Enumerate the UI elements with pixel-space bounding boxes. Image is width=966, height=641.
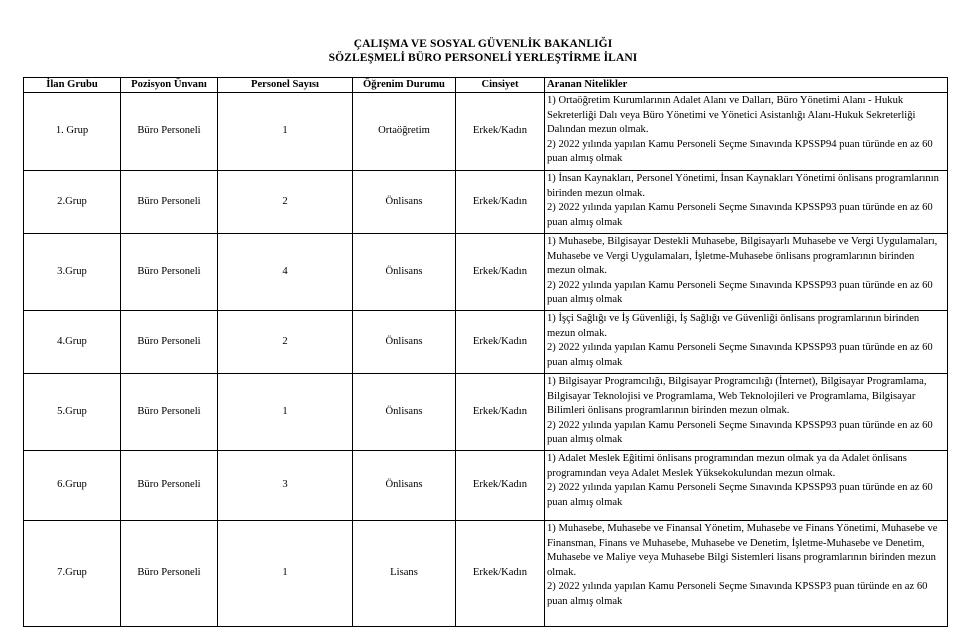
table-row: [24, 234, 948, 311]
cell-education: Önlisans: [353, 451, 456, 521]
cell-requirements: [545, 234, 948, 311]
document-header: [0, 37, 966, 65]
table-row: [24, 311, 948, 374]
cell-position: Büro Personeli: [121, 234, 218, 311]
requirement-item: 1) Adalet Meslek Eğitimi önlisans programından mezun olmak ya da Adalet önlisans programından veya Adalet Meslek Yüksekokulundan mezun olmak.: [547, 453, 907, 479]
requirement-item: 2) 2022 yılında yapılan Kamu Personeli Seçme Sınavında KPSSP94 puan türünde en az 60 puan almış olmak: [547, 138, 933, 165]
cell-position: Büro Personeli: [121, 93, 218, 171]
cell-group: 7.Grup: [24, 521, 121, 627]
requirement-item: 2) 2022 yılında yapılan Kamu Personeli Seçme Sınavında KPSSP93 puan türünde en az 60 puan almış olmak: [547, 419, 933, 446]
cell-gender: Erkek/Kadın: [456, 311, 545, 374]
col-header-gender: Cinsiyet: [456, 78, 545, 93]
cell-group: 5.Grup: [24, 374, 121, 451]
announcement-title: SÖZLEŞMELİ BÜRO PERSONELİ YERLEŞTİRME İLANI: [328, 52, 638, 64]
col-header-group: İlan Grubu: [24, 78, 121, 93]
cell-group: 1. Grup: [24, 93, 121, 171]
cell-position: Büro Personeli: [121, 521, 218, 627]
cell-group: 2.Grup: [24, 171, 121, 234]
table-row: [24, 171, 948, 234]
cell-requirements: [545, 374, 948, 451]
cell-education: Önlisans: [353, 374, 456, 451]
cell-count: 2: [218, 171, 353, 234]
table-row: [24, 521, 948, 627]
cell-requirements: [545, 311, 948, 374]
cell-gender: Erkek/Kadın: [456, 521, 545, 627]
cell-count: 1: [218, 374, 353, 451]
cell-count: 2: [218, 311, 353, 374]
col-header-count: Personel Sayısı: [218, 78, 353, 93]
requirement-item: 2) 2022 yılında yapılan Kamu Personeli Seçme Sınavında KPSSP3 puan türünde en az 60 puan almış olmak: [547, 581, 928, 607]
cell-requirements: [545, 93, 948, 171]
cell-education: Lisans: [353, 521, 456, 627]
cell-gender: Erkek/Kadın: [456, 374, 545, 451]
col-header-position: Pozisyon Ünvanı: [121, 78, 218, 93]
requirement-item: 1) Bilgisayar Programcılığı, Bilgisayar Programcılığı (İnternet), Bilgisayar Programlama, Bilgisayar Teknolojisi ve Programlama, Web Teknolojileri ve Programlama, Bilgisayar Bilimleri önlisans programlarının birinden mezun olmak.: [547, 376, 927, 417]
cell-education: Önlisans: [353, 234, 456, 311]
table-row: [24, 451, 948, 521]
cell-count: 3: [218, 451, 353, 521]
requirement-item: 2) 2022 yılında yapılan Kamu Personeli Seçme Sınavında KPSSP93 puan türünde en az 60 puan almış olmak: [547, 342, 933, 368]
cell-education: Önlisans: [353, 171, 456, 234]
cell-requirements: [545, 451, 948, 521]
requirement-item: 1) Muhasebe, Muhasebe ve Finansal Yönetim, Muhasebe ve Finans Yönetimi, Muhasebe ve Finansman, Finans ve Muhasebe, Muhasebe ve Denetim, İşletme-Muhasebe ve Denetim, Muhasebe ve Maliye veya Muhasebe Bilgi Sistemleri lisans programlarının birinden mezun olmak.: [547, 523, 938, 578]
cell-group: 4.Grup: [24, 311, 121, 374]
cell-gender: Erkek/Kadın: [456, 93, 545, 171]
cell-requirements: [545, 521, 948, 627]
cell-count: 1: [218, 521, 353, 627]
requirement-item: 1) Muhasebe, Bilgisayar Destekli Muhasebe, Bilgisayarlı Muhasebe ve Vergi Uygulamaları, Muhasebe ve Vergi Uygulamaları, İşletme-Muhasebe önlisans programlarının birinden mezun olmak.: [547, 236, 938, 277]
requirement-item: 2) 2022 yılında yapılan Kamu Personeli Seçme Sınavında KPSSP93 puan türünde en az 60 puan almış olmak: [547, 279, 933, 306]
ministry-title: ÇALIŞMA VE SOSYAL GÜVENLİK BAKANLIĞI: [353, 38, 613, 50]
col-header-requirements: Aranan Nitelikler: [545, 78, 948, 93]
requirement-item: 1) İnsan Kaynakları, Personel Yönetimi, İnsan Kaynakları Yönetimi önlisans programlarının birinden mezun olmak.: [547, 173, 939, 199]
cell-group: 3.Grup: [24, 234, 121, 311]
cell-position: Büro Personeli: [121, 374, 218, 451]
requirement-item: 2) 2022 yılında yapılan Kamu Personeli Seçme Sınavında KPSSP93 puan türünde en az 60 puan almış olmak: [547, 482, 933, 508]
requirement-item: 1) Ortaöğretim Kurumlarının Adalet Alanı ve Dalları, Büro Yönetimi Alanı - Hukuk Sekreterliği Dalı veya Büro Yönetimi ve Yönetici Asistanlığı Alanı-Hukuk Sekreterliği Dalından mezun olmak.: [547, 95, 916, 136]
cell-count: 1: [218, 93, 353, 171]
cell-gender: Erkek/Kadın: [456, 451, 545, 521]
cell-position: Büro Personeli: [121, 171, 218, 234]
positions-table: [23, 77, 948, 627]
table-row: [24, 374, 948, 451]
requirement-item: 1) İşçi Sağlığı ve İş Güvenliği, İş Sağlığı ve Güvenliği önlisans programlarının birinden mezun olmak.: [547, 313, 920, 339]
cell-education: Önlisans: [353, 311, 456, 374]
cell-education: Ortaöğretim: [353, 93, 456, 171]
requirement-item: 2) 2022 yılında yapılan Kamu Personeli Seçme Sınavında KPSSP93 puan türünde en az 60 puan almış olmak: [547, 202, 933, 228]
cell-gender: Erkek/Kadın: [456, 234, 545, 311]
table-row: [24, 93, 948, 171]
col-header-education: Öğrenim Durumu: [353, 78, 456, 93]
table-header-row: [24, 78, 948, 93]
cell-gender: Erkek/Kadın: [456, 171, 545, 234]
cell-count: 4: [218, 234, 353, 311]
cell-position: Büro Personeli: [121, 311, 218, 374]
cell-position: Büro Personeli: [121, 451, 218, 521]
cell-requirements: [545, 171, 948, 234]
cell-group: 6.Grup: [24, 451, 121, 521]
